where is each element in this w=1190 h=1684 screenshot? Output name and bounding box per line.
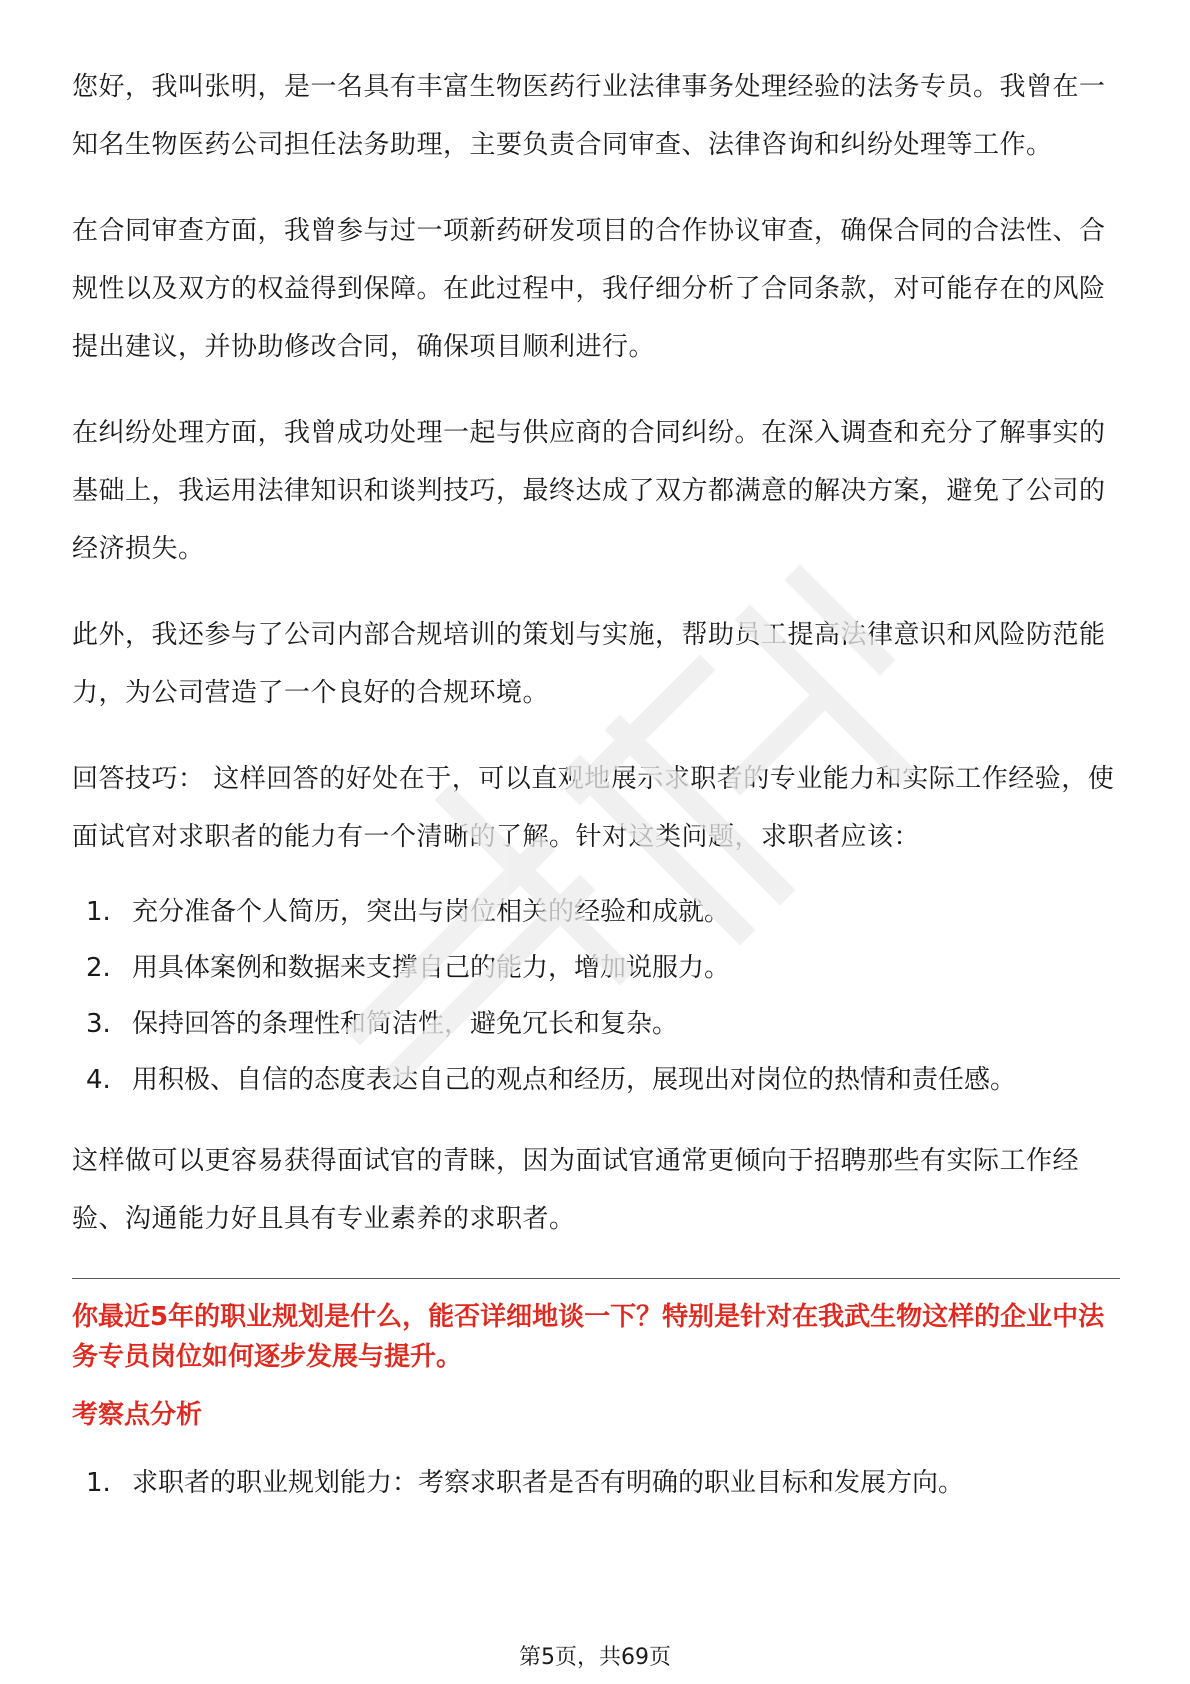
section-divider	[72, 1278, 1120, 1279]
contract-review-paragraph: 在合同审查方面，我曾参与过一项新药研发项目的合作协议审查，确保合同的合法性、合规性以及双方的权益得到保障。在此过程中，我仔细分析了合同条款，对可能存在的风险提出建议，并协助修改合同，确保项目顺利进行。	[72, 216, 1106, 362]
list-item: 3. 保持回答的条理性和简洁性，避免冗长和复杂。	[86, 1009, 679, 1039]
interview-question: 你最近5年的职业规划是什么，能否详细地谈一下？特别是针对在我武生物这样的企业中法务专员岗位如何逐步发展与提升。	[72, 1302, 1105, 1372]
tips-list	[72, 884, 1120, 1108]
document-page	[72, 58, 1120, 1535]
analysis-list	[72, 1455, 1120, 1511]
answer-tips-paragraph: 回答技巧： 这样回答的好处在于，可以直观地展示求职者的专业能力和实际工作经验，使面试官对求职者的能力有一个清晰的了解。针对这类问题，求职者应该：	[72, 764, 1115, 852]
page-number: 第5页，共69页	[519, 1645, 671, 1670]
compliance-paragraph: 此外，我还参与了公司内部合规培训的策划与实施，帮助员工提高法律意识和风险防范能力，为公司营造了一个良好的合规环境。	[72, 620, 1106, 708]
closing-paragraph: 这样做可以更容易获得面试官的青睐，因为面试官通常更倾向于招聘那些有实际工作经验、沟通能力好且具有专业素养的求职者。	[72, 1146, 1080, 1234]
list-item: 1. 求职者的职业规划能力：考察求职者是否有明确的职业目标和发展方向。	[86, 1468, 965, 1498]
list-item: 1. 充分准备个人简历，突出与岗位相关的经验和成就。	[86, 897, 731, 927]
dispute-paragraph: 在纠纷处理方面，我曾成功处理一起与供应商的合同纠纷。在深入调查和充分了解事实的基础上，我运用法律知识和谈判技巧，最终达成了双方都满意的解决方案，避免了公司的经济损失。	[72, 418, 1106, 564]
section-title: 考察点分析	[72, 1400, 203, 1430]
list-item: 2. 用具体案例和数据来支撑自己的能力，增加说服力。	[86, 953, 731, 983]
intro-paragraph: 您好，我叫张明，是一名具有丰富生物医药行业法律事务处理经验的法务专员。我曾在一知名生物医药公司担任法务助理，主要负责合同审查、法律咨询和纠纷处理等工作。	[72, 72, 1106, 160]
list-item: 4. 用积极、自信的态度表达自己的观点和经历，展现出对岗位的热情和责任感。	[86, 1065, 1017, 1095]
